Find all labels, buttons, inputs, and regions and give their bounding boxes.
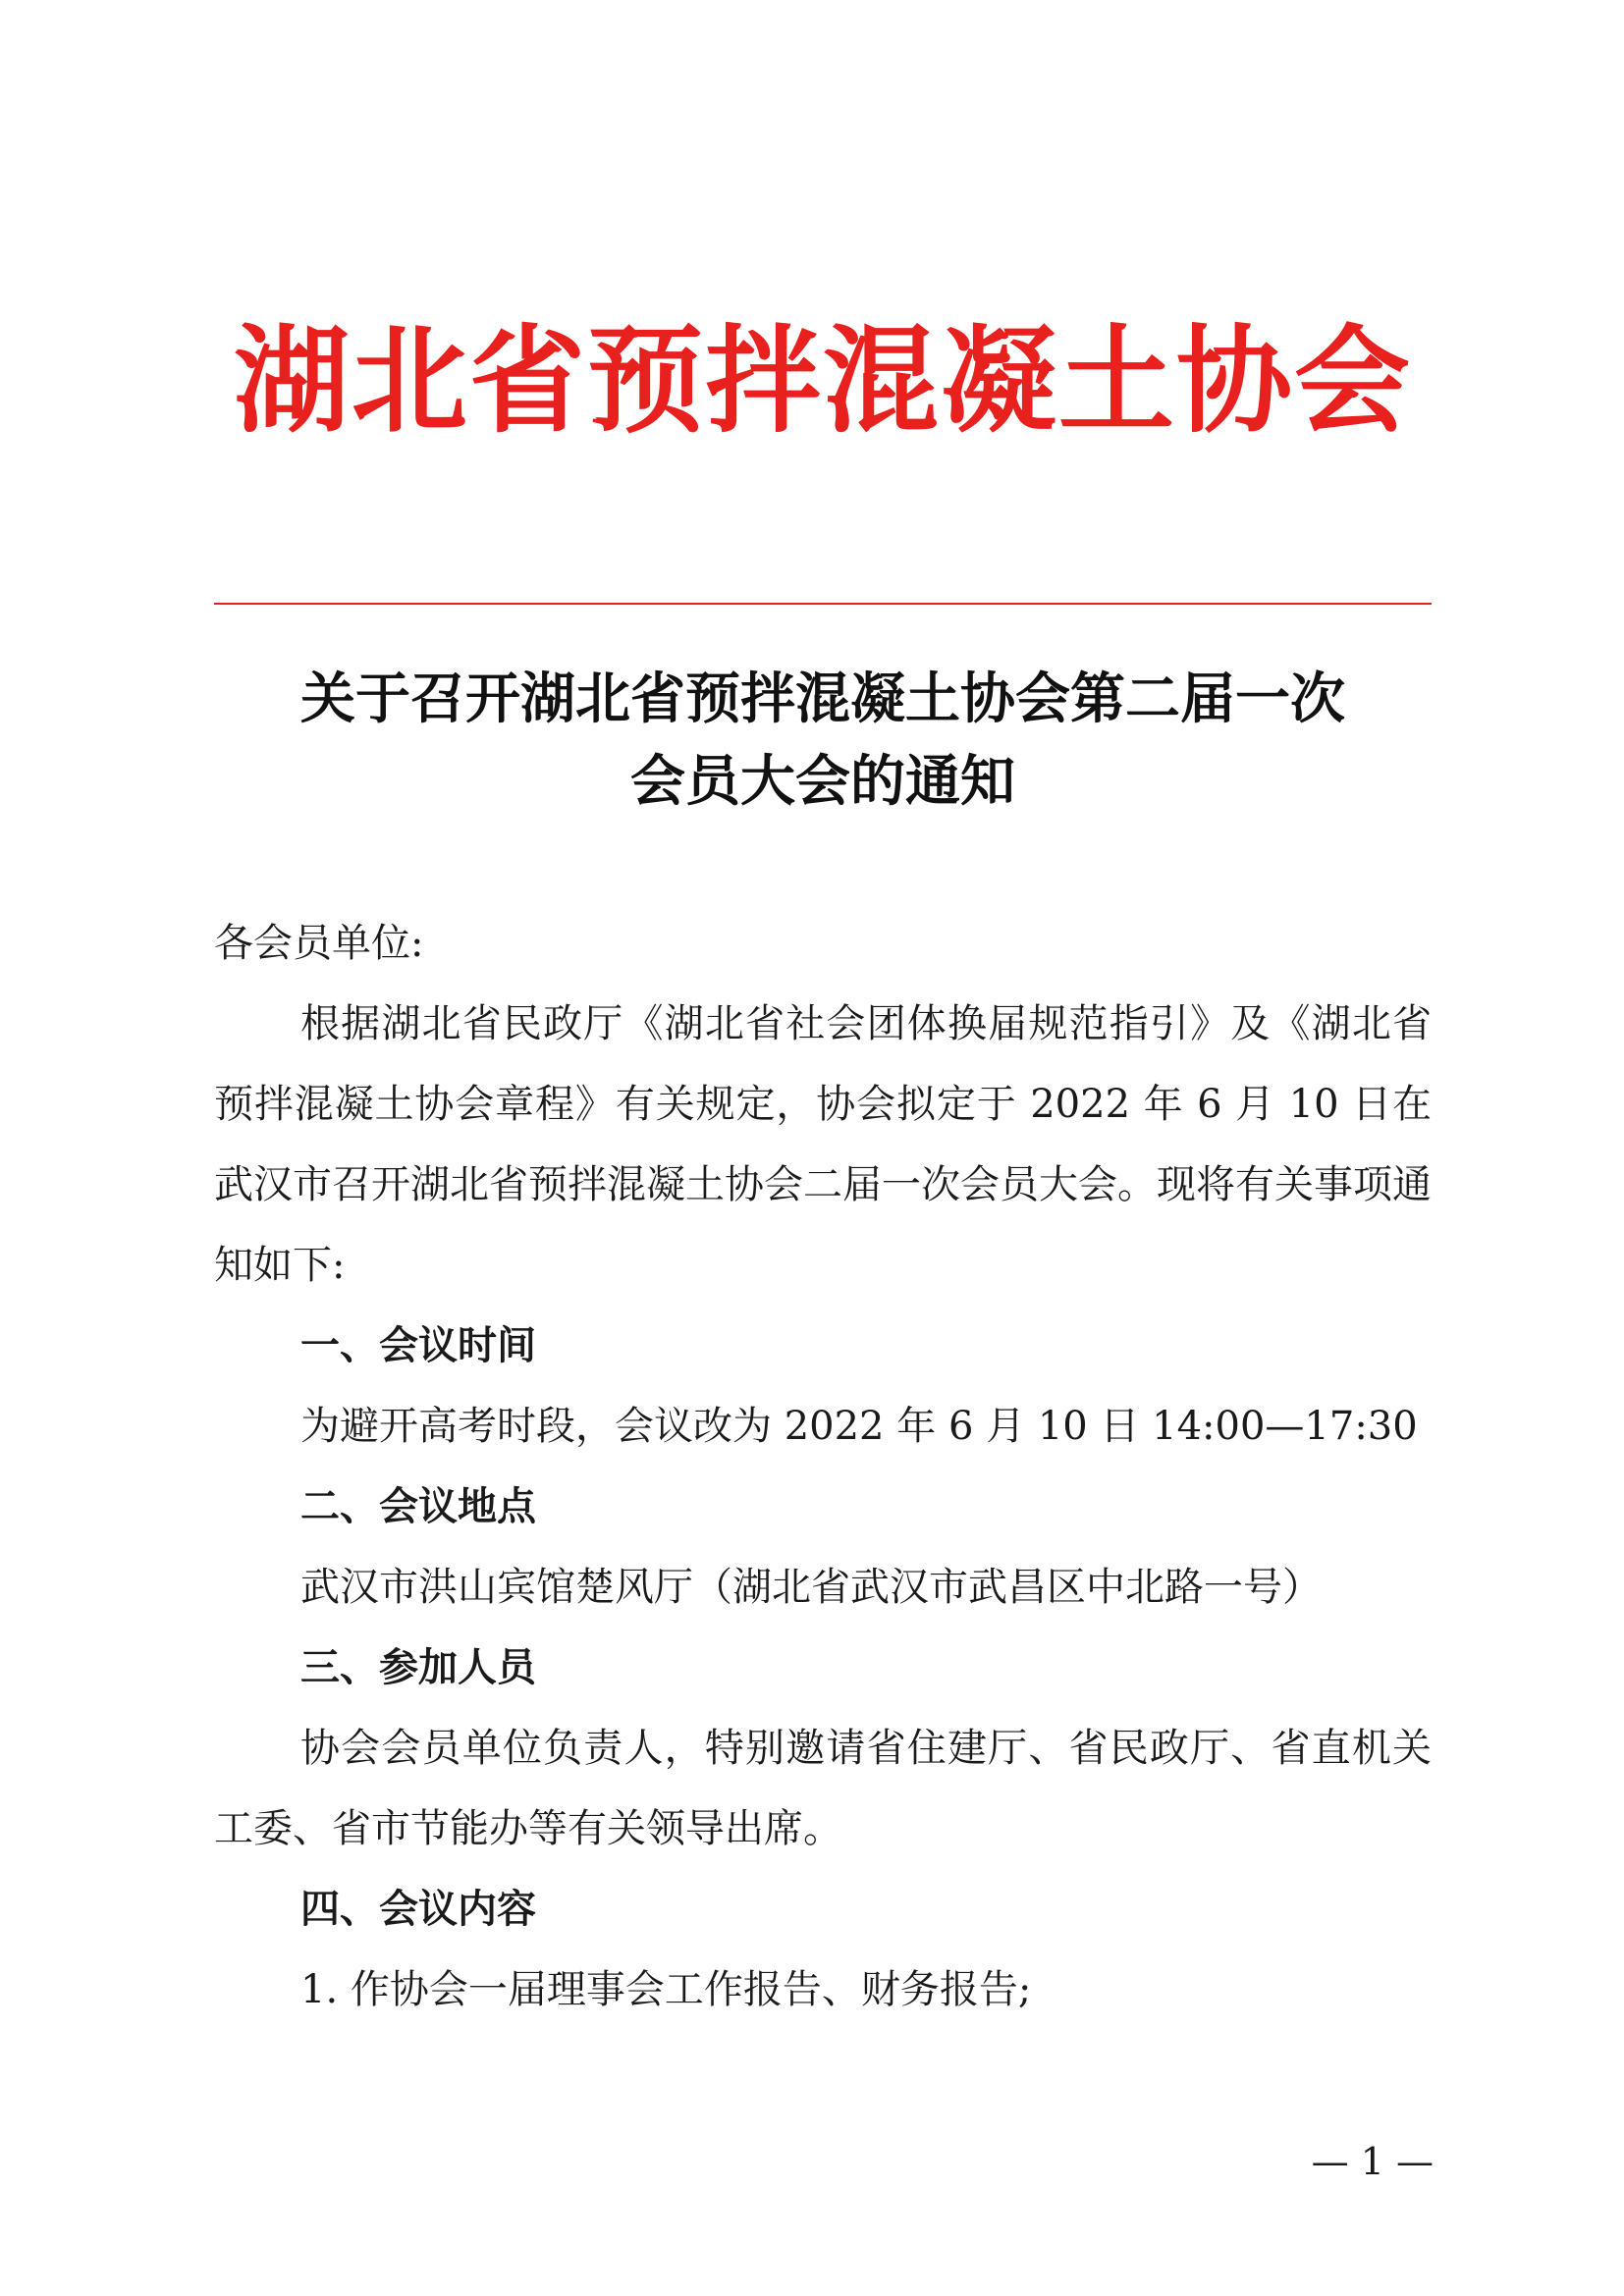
page-number: — 1 —: [1311, 2140, 1434, 2183]
document-title: [214, 658, 1432, 823]
salutation: 各会员单位:: [214, 921, 424, 966]
section-content-location: 武汉市洪山宾馆楚风厅（湖北省武汉市武昌区中北路一号）: [300, 1565, 1322, 1610]
section-content-agenda-item-1: 1. 作协会一届理事会工作报告、财务报告;: [300, 1967, 1032, 2012]
section-heading-attendees: 三、参加人员: [300, 1645, 536, 1690]
document-title-line-1: 关于召开湖北省预拌混凝土协会第二届一次: [300, 667, 1345, 731]
document-body: [214, 903, 1432, 2030]
red-divider-line: [214, 603, 1432, 605]
document-title-line-2: 会员大会的通知: [630, 749, 1015, 814]
section-content-time: 为避开高考时段，会议改为 2022 年 6 月 10 日 14:00—17:30: [300, 1404, 1418, 1449]
section-content-attendees: 协会会员单位负责人，特别邀请省住建厅、省民政厅、省直机关工委、省市节能办等有关领导出席。: [214, 1726, 1432, 1851]
organization-header: 湖北省预拌混凝土协会: [233, 312, 1412, 449]
intro-paragraph: 根据湖北省民政厅《湖北省社会团体换届规范指引》及《湖北省预拌混凝土协会章程》有关规定，协会拟定于 2022 年 6 月 10 日在武汉市召开湖北省预拌混凝土协会二届一次会员大会。现将有关事项通知如下:: [214, 1001, 1432, 1288]
section-heading-agenda: 四、会议内容: [300, 1887, 536, 1932]
section-heading-time: 一、会议时间: [300, 1323, 536, 1368]
section-heading-location: 二、会议地点: [300, 1484, 536, 1529]
